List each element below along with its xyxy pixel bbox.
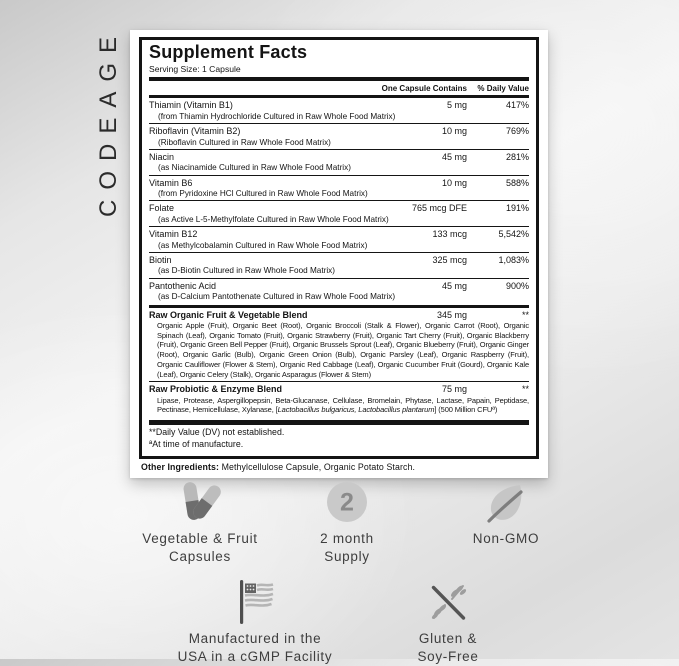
blend-name: Raw Organic Fruit & Vegetable Blend [149, 309, 308, 320]
nutrient-name: Thiamin (Vitamin B1) [149, 100, 233, 111]
table-row [149, 98, 529, 123]
other-ingredients-text: Methylcellulose Capsule, Organic Potato Starch. [219, 461, 416, 472]
column-header-amount: One Capsule Contains [381, 83, 467, 93]
table-row [149, 252, 529, 278]
table-row [149, 200, 529, 226]
column-header-daily-value: % Daily Value [477, 83, 529, 93]
badge-two-month-supply [287, 479, 407, 566]
nutrient-detail: (from Thiamin Hydrochloride Cultured in Raw Whole Food Matrix) [158, 111, 396, 121]
nutrient-name: Vitamin B6 [149, 177, 193, 188]
nutrient-name: Vitamin B12 [149, 229, 198, 240]
two-month-icon [287, 479, 407, 525]
nutrient-amount: 10 mg [441, 177, 467, 188]
nutrient-amount: 325 mcg [432, 254, 467, 265]
badge-label-line1: Non-GMO [472, 531, 540, 546]
nutrient-dv: 588% [505, 177, 529, 188]
nutrient-name: Biotin [149, 254, 172, 265]
badge-label-line2: USA in a cGMP Facility [177, 648, 333, 664]
other-ingredients [141, 462, 538, 472]
badge-gluten-soy-free [376, 579, 520, 666]
serving-size: Serving Size: 1 Capsule [149, 63, 241, 74]
badge-label-line1: Vegetable & Fruit [142, 531, 258, 546]
footnotes [149, 425, 529, 453]
nutrient-detail: (as D-Biotin Cultured in Raw Whole Food Matrix) [158, 266, 335, 276]
nutrient-dv: 191% [505, 203, 529, 214]
footnote-daily-value: **Daily Value (DV) not established. [149, 427, 285, 438]
other-ingredients-label: Other Ingredients: [141, 461, 220, 472]
nutrient-dv: 417% [505, 100, 529, 111]
supply-months-number: 2 [340, 488, 354, 517]
usa-flag-icon [166, 579, 344, 625]
nutrient-detail: (as Active L-5-Methylfolate Cultured in Raw Whole Food Matrix) [158, 214, 389, 224]
nutrient-amount: 10 mg [441, 126, 467, 137]
nutrient-name: Folate [149, 203, 175, 214]
nutrient-amount: 765 mcg DFE [411, 203, 467, 214]
nutrient-name: Riboflavin (Vitamin B2) [149, 126, 241, 137]
badge-label-line1: Gluten & [418, 631, 478, 646]
badge-label-line2: Soy-Free [417, 648, 479, 664]
nutrient-dv: 5,542% [498, 229, 529, 240]
capsules-icon [116, 479, 284, 525]
enzyme-blend-row [149, 382, 529, 417]
table-row [149, 149, 529, 175]
badge-label-line2: Capsules [169, 548, 231, 564]
badge-made-in-usa [166, 579, 344, 666]
veg-blend-ingredients: Organic Apple (Fruit), Organic Beet (Root), Organic Broccoli (Stalk & Flower), Organic Carrot (Root), Organic Spinach (Leaf), Organic Tomato (Fruit), Organic Strawberry (Fruit), Organic Tart Cherry (Fruit), Organic Blackberry (Fruit), Organic Green Bell Pepper (Fruit), Organic Brussels Sprout (Leaf), Organic Blueberry (Fruit), Organic Ginger (Root), Organic Garlic (Bulb), Organic Green Onion (Bulb), Organic Parsley (Leaf), Organic Raspberry (Fruit), Organic Cauliflower (Flower & Stem), Organic Red Cabbage (Leaf), Organic Cucumber Fruit (Gourd), Organic Kale (Leaf), Organic Celery (Stalk), Organic Asparagus (Flower & Stem) [157, 320, 529, 379]
table-row [149, 226, 529, 252]
nutrient-amount: 5 mg [446, 100, 467, 111]
nutrient-detail: (as Niacinamide Cultured in Raw Whole Food Matrix) [158, 163, 351, 173]
nutrient-amount: 45 mg [441, 151, 467, 162]
supplement-label-panel [130, 30, 548, 478]
nutrient-detail: (as Methylcobalamin Cultured in Raw Whole Food Matrix) [158, 240, 368, 250]
table-row [149, 175, 529, 201]
nutrient-detail: (as D-Calcium Pantothenate Cultured in Raw Whole Food Matrix) [158, 292, 396, 302]
table-row [149, 123, 529, 149]
probiotic-species: Lactobacillus bulgaricus, Lactobacillus plantarum [277, 405, 435, 415]
table-row [149, 278, 529, 304]
blend-name: Raw Probiotic & Enzyme Blend [149, 384, 283, 395]
badge-label-line1: Manufactured in the [188, 631, 322, 646]
cfu-count: ] (500 Million CFUª) [434, 405, 498, 415]
leaf-icon [438, 479, 574, 525]
nutrient-dv: 1,083% [498, 254, 529, 265]
nutrient-detail: (from Pyridoxine HCl Cultured in Raw Whole Food Matrix) [158, 189, 368, 199]
badge-capsules [116, 479, 284, 566]
footnote-manufacture: ªAt time of manufacture. [149, 439, 244, 450]
nutrient-dv: 281% [505, 151, 529, 162]
enzyme-blend-ingredients [149, 396, 529, 416]
blend-dv: ** [521, 309, 529, 320]
supplement-facts-title: Supplement Facts [149, 42, 308, 62]
blend-dv: ** [521, 384, 529, 395]
nutrient-dv: 769% [505, 126, 529, 137]
blend-amount: 75 mg [441, 384, 467, 395]
badge-label-line2: Supply [324, 548, 370, 564]
blend-amount: 345 mg [436, 309, 467, 320]
table-header [149, 81, 529, 95]
wheat-slash-icon [376, 579, 520, 625]
nutrient-detail: (Riboflavin Cultured in Raw Whole Food Matrix) [158, 137, 331, 147]
nutrient-amount: 45 mg [441, 280, 467, 291]
nutrient-name: Niacin [149, 151, 175, 162]
enzyme-list: Lipase, Protease, Aspergillopepsin, Beta-Glucanase, Cellulase, Bromelain, Phytase, Lactase, Papain, Peptidase, Pectinase, Hemicellulase, Xylanase, [ [157, 395, 529, 415]
brand-vertical-text: CODEAGE [95, 26, 122, 218]
badge-label-line1: 2 month [320, 531, 374, 546]
nutrient-dv: 900% [505, 280, 529, 291]
badge-non-gmo [438, 479, 574, 548]
veg-blend-row [149, 308, 529, 382]
nutrient-name: Pantothenic Acid [149, 280, 217, 291]
supplement-facts-box [139, 37, 539, 459]
nutrient-amount: 133 mcg [432, 229, 467, 240]
